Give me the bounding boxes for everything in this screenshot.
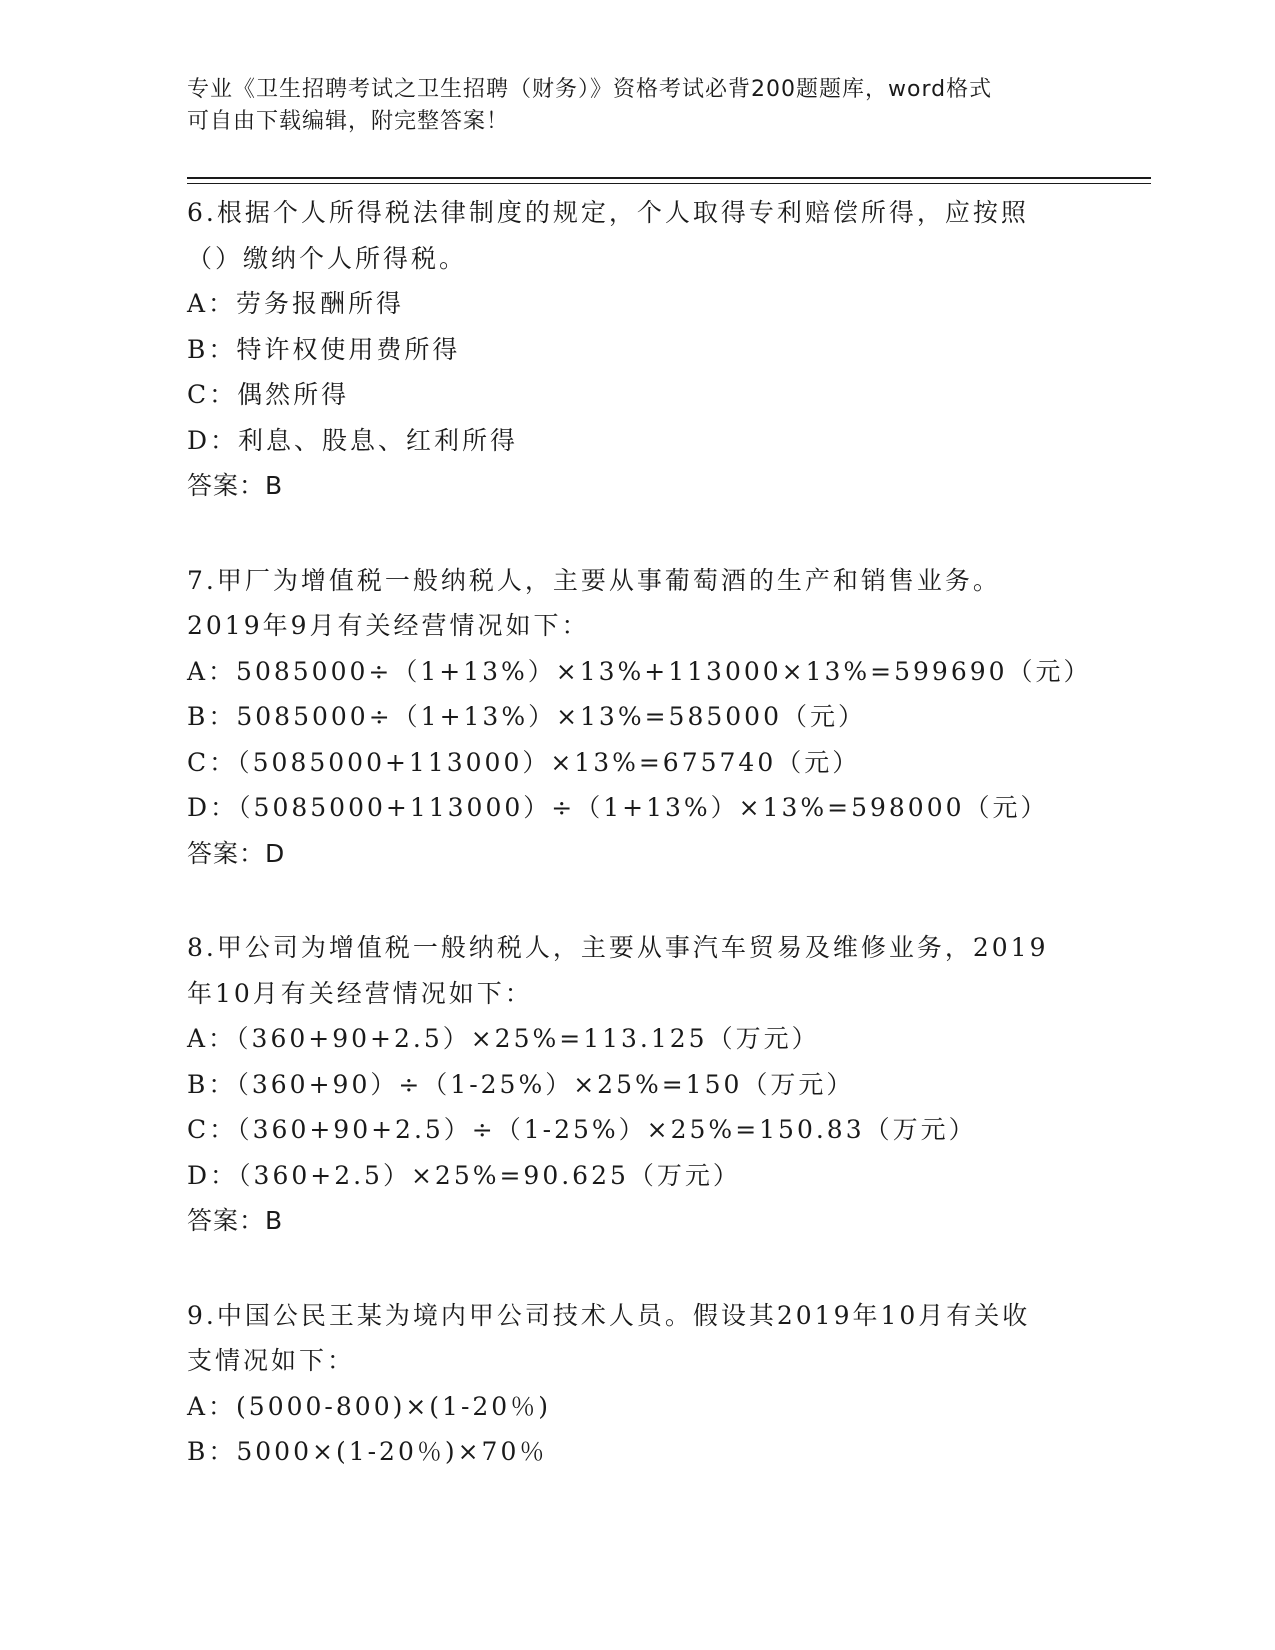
question-8: [187, 925, 1087, 1244]
question-stem-continued: （）缴纳个人所得税。: [187, 243, 468, 273]
answer: 答案：D: [187, 838, 286, 868]
question-list: [187, 190, 1092, 1524]
question-stem: 8.甲公司为增值税一般纳税人，主要从事汽车贸易及维修业务，2019: [187, 933, 1049, 962]
option-a: A：5085000÷（1+13%）×13%+113000×13%=599690（元）: [187, 656, 1092, 686]
document-header: [187, 74, 1067, 138]
question-7: [187, 558, 1092, 877]
option-b: B：特许权使用费所得: [187, 334, 461, 364]
answer: 答案：B: [187, 471, 284, 500]
option-b: B：5000×(1-20％)×70％: [187, 1437, 548, 1466]
question-stem: 9.中国公民王某为境内甲公司技术人员。假设其2019年10月有关收: [187, 1300, 1031, 1330]
option-c: C：偶然所得: [187, 380, 350, 409]
option-a: A：劳务报酬所得: [187, 289, 405, 318]
header-divider-thin: [187, 183, 1151, 184]
option-b: B：5085000÷（1+13%）×13%=585000（元）: [187, 702, 866, 731]
header-line-1: 专业《卫生招聘考试之卫生招聘（财务）》资格考试必背200题题库，word格式: [187, 77, 993, 102]
option-a: A：（360+90+2.5）×25%=113.125（万元）: [187, 1024, 820, 1053]
question-stem: 7.甲厂为增值税一般纳税人，主要从事葡萄酒的生产和销售业务。: [187, 565, 1001, 595]
option-c: C：（360+90+2.5）÷（1-25%）×25%=150.83（万元）: [187, 1115, 977, 1144]
option-d: D：利息、股息、红利所得: [187, 425, 519, 455]
option-d: D：（5085000+113000）÷（1+13%）×13%=598000（元）: [187, 793, 1049, 822]
question-stem-continued: 年10月有关经营情况如下：: [187, 978, 533, 1008]
question-stem-continued: 2019年9月有关经营情况如下：: [187, 611, 590, 640]
option-b: B：（360+90）÷（1-25%）×25%=150（万元）: [187, 1069, 855, 1099]
header-divider-thick: [187, 177, 1151, 179]
answer: 答案：B: [187, 1206, 284, 1235]
option-c: C：（5085000+113000）×13%=675740（元）: [187, 747, 861, 777]
question-stem-continued: 支情况如下：: [187, 1346, 356, 1375]
header-line-2: 可自由下载编辑，附完整答案！: [187, 109, 510, 134]
option-d: D：（360+2.5）×25%=90.625（万元）: [187, 1160, 741, 1190]
question-6: [187, 190, 1087, 509]
question-9: [187, 1293, 1087, 1475]
option-a: A：(5000-800)×(1-20％): [187, 1391, 551, 1421]
question-stem: 6.根据个人所得税法律制度的规定，个人取得专利赔偿所得，应按照: [187, 198, 1029, 227]
